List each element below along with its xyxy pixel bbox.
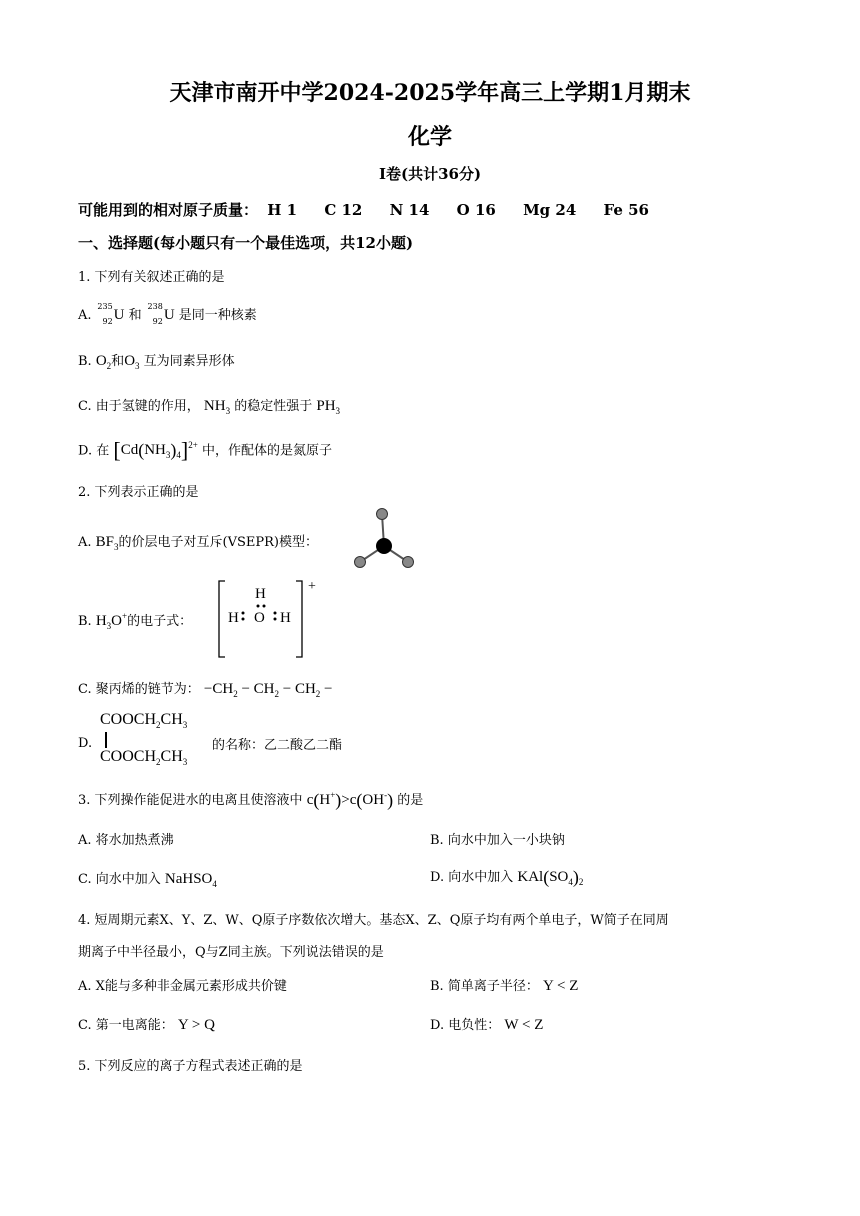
hydronium-electron-dot-structure <box>214 576 318 662</box>
q4-option-c: C. 第一电离能： Y > Q <box>78 1017 215 1033</box>
q2-option-d-text: 的名称：乙二酸乙二酯 <box>212 738 343 753</box>
q4-stem-line1: 4. 短周期元素X、Y、Z、W、Q原子序数依次增大。基态X、Z、Q原子均有两个单电子，W简子在同周 <box>78 913 669 928</box>
q2-option-d-prefix: D. <box>78 736 93 751</box>
q4-option-b: B. 简单离子半径： Y < Z <box>430 978 579 994</box>
q3-option-c: C. 向水中加入 NaHSO$_4$ <box>78 871 217 889</box>
q1-option-c: C. 由于氢键的作用， $NH_3$ 的稳定性强于 $PH_3$ <box>78 398 341 416</box>
ion-concentration-inequality: c(H+)>c(OH-) <box>306 790 394 811</box>
subject-title: 化学 <box>407 124 452 150</box>
q2-option-b: B. $H_3O^+$的电子式： <box>78 611 193 631</box>
atomic-mass-c: C 12 <box>324 201 363 219</box>
svg-text:H: H <box>228 610 239 626</box>
svg-text:O: O <box>254 610 265 626</box>
q1-option-b: B. $O_2$和$O_3$ 互为同素异形体 <box>78 353 235 371</box>
q4-stem-line2: 期离子中半径最小，Q与Z同主族。下列说法错误的是 <box>78 945 384 960</box>
atomic-mass-mg: Mg 24 <box>523 201 577 219</box>
q1-option-a: A. 235 92 U 和 238 92 U 是同一种核素 <box>78 301 257 326</box>
q4-option-a: A. X能与多种非金属元素形成共价键 <box>78 979 287 994</box>
atomic-mass-line <box>78 199 649 220</box>
diester-top: $COOCH_2CH_3$ <box>100 711 188 731</box>
diester-bottom: $COOCH_2CH_3$ <box>100 748 188 768</box>
q3-option-b: B. 向水中加入一小块钠 <box>430 833 565 848</box>
svg-text:+: + <box>308 579 316 594</box>
q2-stem: 2. 下列表示正确的是 <box>78 485 199 500</box>
q1-option-d: D. 在 $[Cd(NH_3)_4]^{2+}$ 中，作配体的是氮原子 <box>78 438 332 463</box>
svg-text:H: H <box>280 610 291 626</box>
q2-option-a: A. $BF_3$的价层电子对互斥(VSEPR)模型： <box>78 534 318 552</box>
part-heading: 一、选择题(每小题只有一个最佳选项，共12小题) <box>78 234 414 252</box>
exam-title: 天津市南开中学2024-2025学年高三上学期1月期末 <box>169 80 691 106</box>
nuclide-u235: 235 92 <box>97 301 113 326</box>
q3-option-d: D. 向水中加入 $KAl(SO_4)_2$ <box>430 867 584 888</box>
q5-stem: 5. 下列反应的离子方程式表述正确的是 <box>78 1059 303 1074</box>
q3-stem: 3. 下列操作能促进水的电离且使溶液中 c(H+)>c(OH-) 的是 <box>78 790 424 811</box>
q1-stem: 1. 下列有关叙述正确的是 <box>78 270 225 285</box>
q2-option-c: C. 聚丙烯的链节为： $-CH_2 - CH_2 - CH_2$ − <box>78 681 333 699</box>
q3-option-a: A. 将水加热煮沸 <box>78 833 174 848</box>
q4-option-d: D. 电负性： W < Z <box>430 1017 544 1033</box>
vsepr-trigonal-planar-model <box>350 504 420 574</box>
diester-bond <box>105 732 107 748</box>
svg-text:H: H <box>255 586 266 602</box>
cd-complex-formula: $[Cd(NH_3)_4]^{2+}$ <box>113 438 198 463</box>
atomic-mass-label: 可能用到的相对原子质量： <box>78 201 259 219</box>
nuclide-u238: 238 92 <box>147 301 163 326</box>
polypropylene-repeat-unit: $-CH_2 - CH_2 - CH_2$ − <box>203 681 333 699</box>
section-title: Ⅰ卷(共计36分) <box>378 165 482 183</box>
atomic-mass-h: H 1 <box>267 201 298 219</box>
atomic-mass-o: O 16 <box>456 201 496 219</box>
atomic-mass-n: N 14 <box>389 201 430 219</box>
atomic-mass-fe: Fe 56 <box>603 201 649 219</box>
